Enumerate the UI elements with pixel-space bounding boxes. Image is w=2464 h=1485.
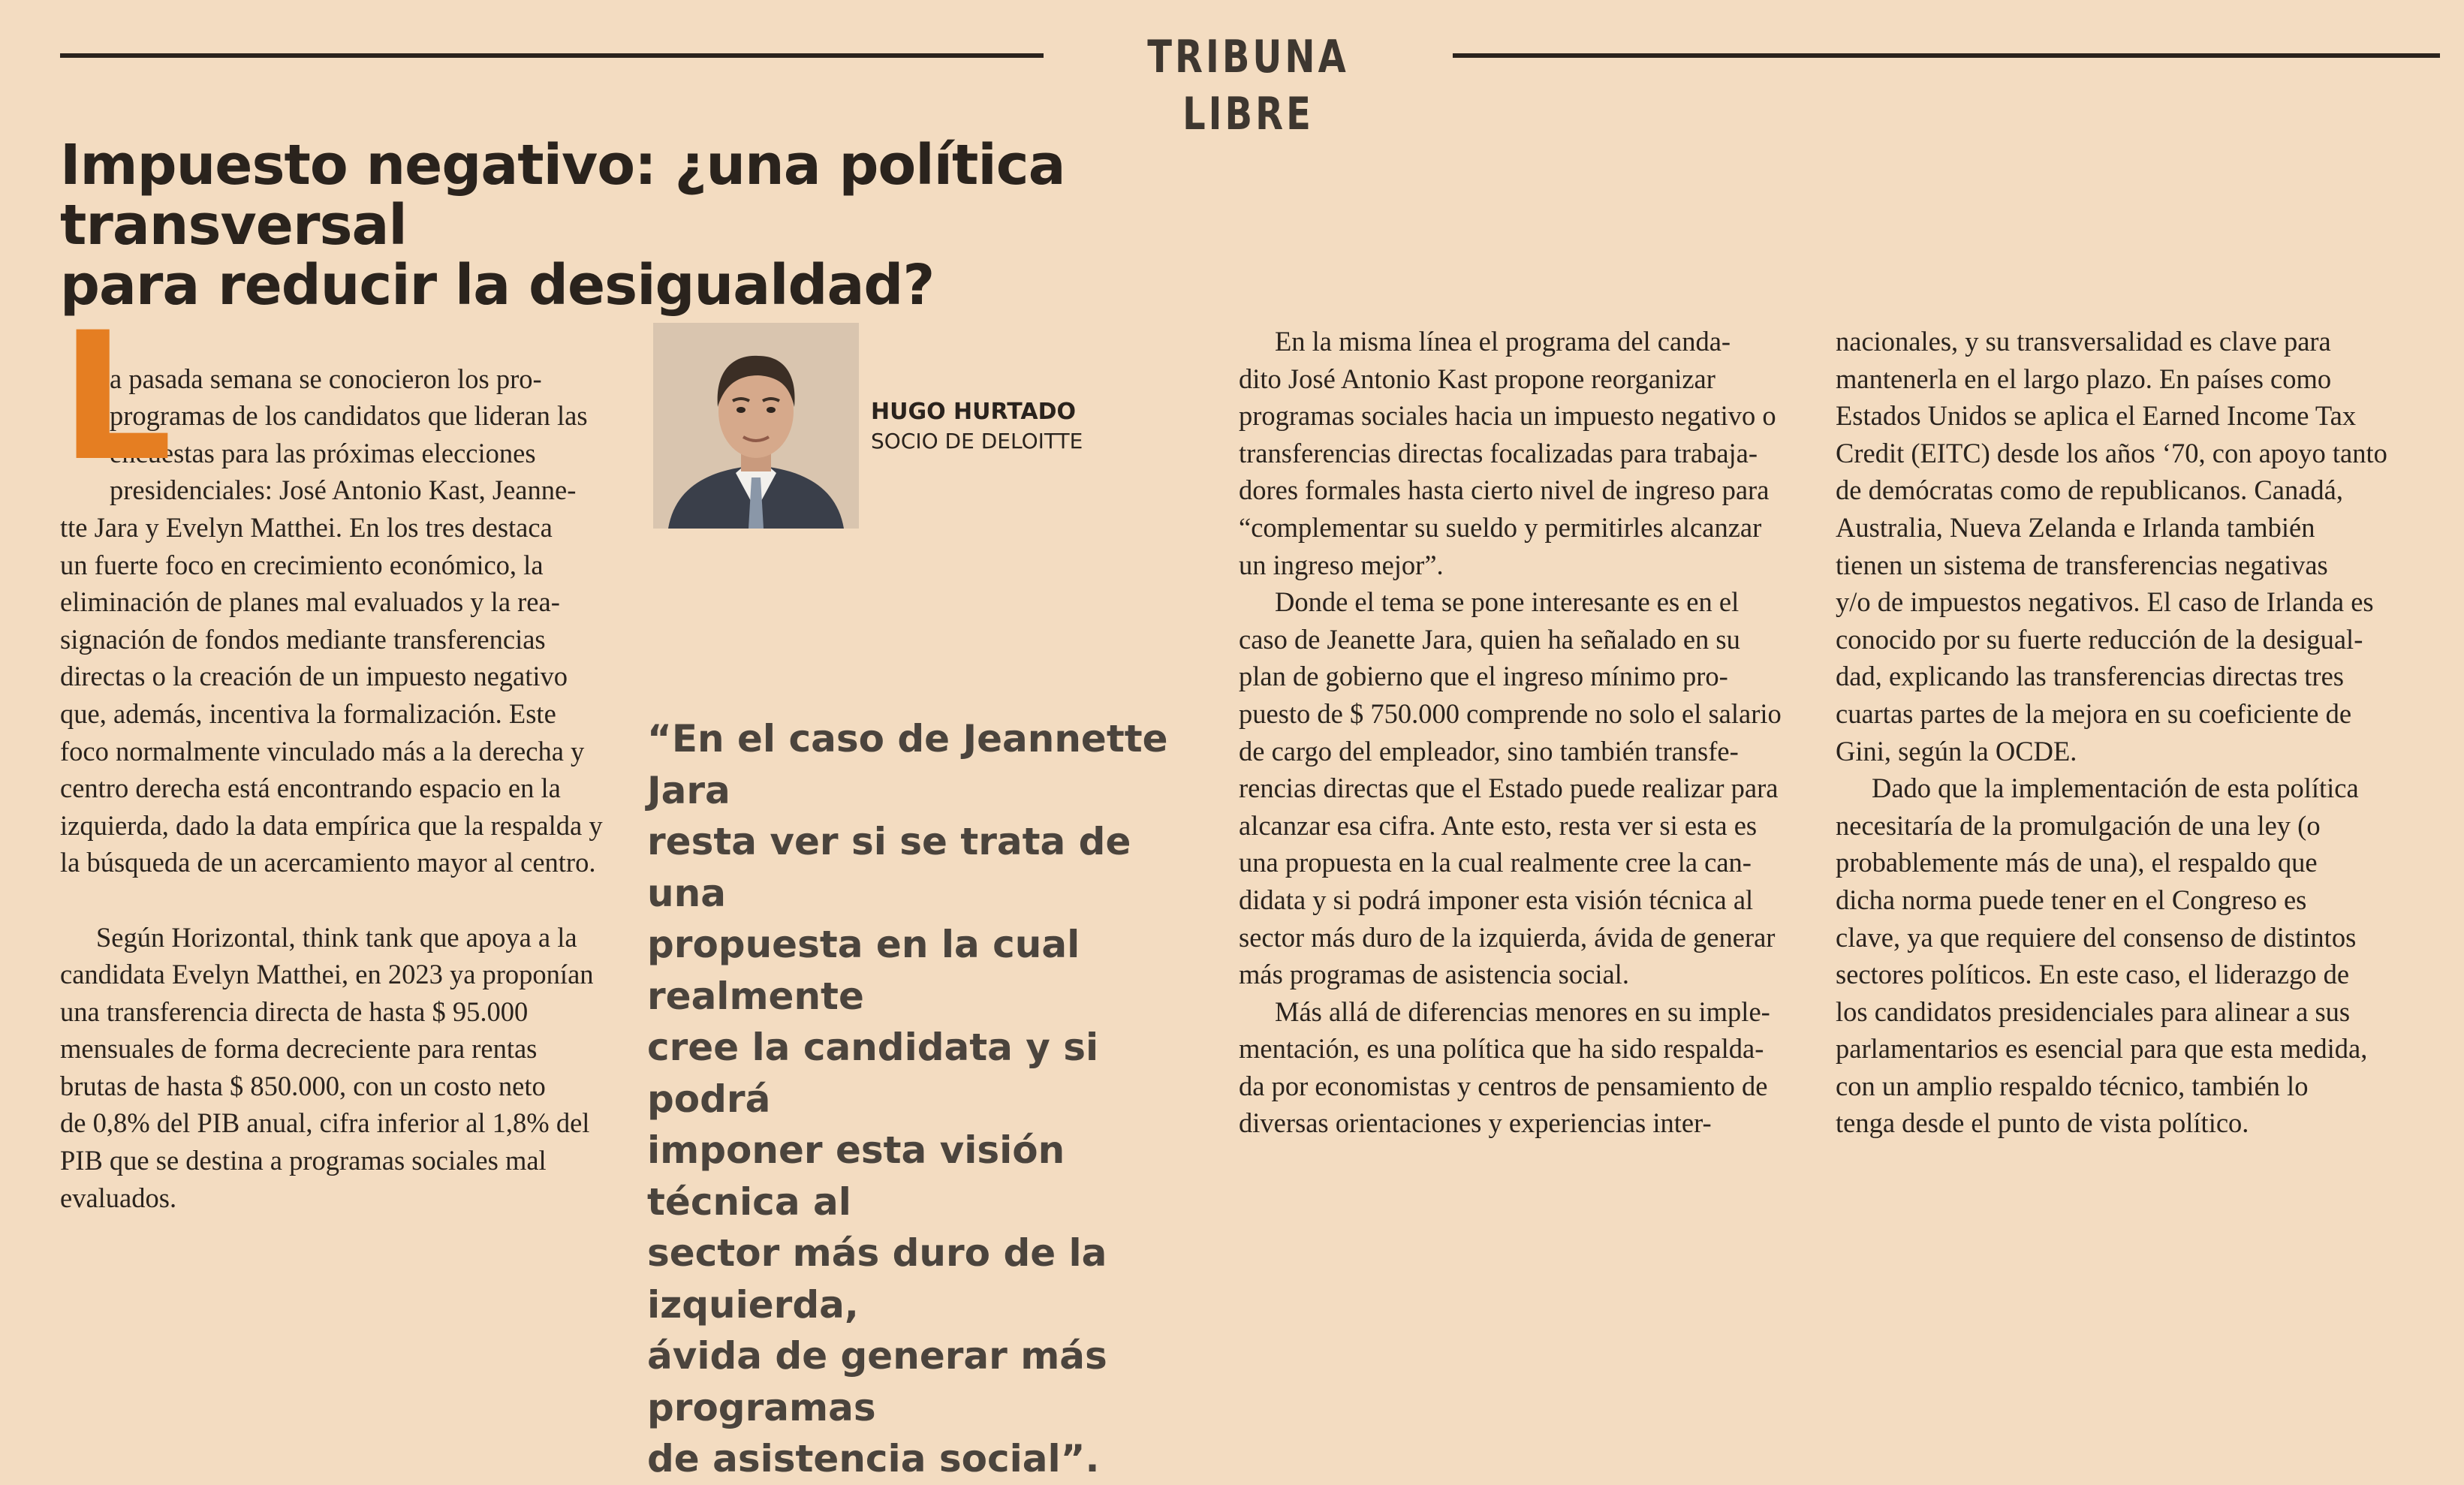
section-header: [60, 29, 2440, 140]
article-column-1: [60, 295, 616, 1216]
section-rule-left: [60, 53, 1044, 58]
author-role: SOCIO DE DELOITTE: [871, 429, 1083, 453]
lead-line: programas de los candidatos que lideran las: [110, 400, 588, 432]
pull-quote: “En el caso de Jeannette Jara resta ver si se trata de una propuesta en la cual realmente cree la candidata y si podrá imponer esta visión técnica al sector más duro de la izquierda, ávida de generar más programas de asistencia social”.: [647, 717, 1168, 1480]
section-rule-right: [1453, 53, 2440, 58]
lead-line: foco normalmente vinculado más a la derecha y: [60, 735, 585, 767]
lead-line: izquierda, dado la data empírica que la respalda y: [60, 809, 603, 841]
lead-line: presidenciales: José Antonio Kast, Jeanne-: [110, 474, 577, 506]
lead-line: a pasada semana se conocieron los pro-: [110, 363, 542, 394]
lead-line: la búsqueda de un acercamiento mayor al centro.: [60, 847, 596, 878]
section-title: TRIBUNA LIBRE: [1147, 31, 1349, 140]
body-paragraph: nacionales, y su transversalidad es clave para mantenerla en el largo plazo. En países como Estados Unidos se aplica el Earned Income Tax Credit (EITC) desde los años ‘70, con apoyo tanto de demócratas como de republicanos. Canadá, Australia, Nueva Zelanda e Irlanda también tienen un sistema de transferencias negativas y/o de impuestos negativos. El caso de Irlanda es conocido por su fuerte reducción de la desigual- dad, explicando las transferencias directas tres cuartas partes de la mejora en su coeficiente de Gini, según la OCDE.: [1836, 326, 2387, 767]
lead-line: eliminación de planes mal evaluados y la rea-: [60, 586, 560, 618]
body-paragraph: Donde el tema se pone interesante es en el caso de Jeanette Jara, quien ha señalado en su plan de gobierno que el ingreso mínimo pro- puesto de $ 750.000 comprende no solo el salario de cargo del empleador, sino también transfe- rencias directas que el Estado puede realizar para alcanzar esa cifra. Ante esto, resta ver si esta es una propuesta en la cual realmente cree la can- didata y si podrá imponer esta visión técnica al sector más duro de la izquierda, ávida de generar más programas de asistencia social.: [1239, 586, 1782, 990]
lead-line: un fuerte foco en crecimiento económico, la: [60, 549, 544, 580]
body-paragraph: Según Horizontal, think tank que apoya a la candidata Evelyn Matthei, en 2023 ya proponían una transferencia directa de hasta $ 95.000 mensuales de forma decreciente para rentas brutas de hasta $ 850.000, con un costo neto de 0,8% del PIB anual, cifra inferior al 1,8% del PIB que se destina a programas sociales mal evaluados.: [60, 921, 594, 1213]
author-photo: [653, 323, 859, 529]
article-column-4: [1836, 323, 2406, 1142]
lead-line: directas o la creación de un impuesto negativo: [60, 661, 568, 692]
lead-line: signación de fondos mediante transferencias: [60, 623, 546, 655]
body-paragraph: En la misma línea el programa del canda- dito José Antonio Kast propone reorganizar programas sociales hacia un impuesto negativo o transferencias directas focalizadas para trabaja- dores formales hasta cierto nivel de ingreso para “complementar su sueldo y permitirles alcanzar un ingreso mejor”.: [1239, 326, 1776, 580]
lead-line: que, además, incentiva la formalización. Este: [60, 697, 556, 729]
article-column-3: [1239, 323, 1794, 1142]
body-paragraph: Más allá de diferencias menores en su imple- mentación, es una política que ha sido respalda- da por economistas y centros de pensamiento de diversas orientaciones y experiencias inter-: [1239, 996, 1770, 1139]
article-headline: Impuesto negativo: ¿una política transversal para reducir la desigualdad?: [60, 133, 1065, 318]
author-byline: [653, 323, 1179, 533]
lead-line: tte Jara y Evelyn Matthei. En los tres destaca: [60, 511, 553, 543]
portrait-icon: [653, 323, 859, 529]
author-name: HUGO HURTADO: [871, 399, 1077, 425]
lead-line: centro derecha está encontrando espacio en la: [60, 773, 561, 804]
body-paragraph: Dado que la implementación de esta política necesitaría de la promulgación de una ley (o probablemente más de una), el respaldo que dicha norma puede tener en el Congreso es clave, ya que requiere del consenso de distintos sectores políticos. En este caso, el liderazgo de los candidatos presidenciales para alinear a sus parlamentarios es esencial para que esta medida, con un amplio respaldo técnico, también lo tenga desde el punto de vista político.: [1836, 773, 2368, 1139]
drop-cap: L: [60, 295, 173, 500]
lead-line: encuestas para las próximas elecciones: [110, 437, 536, 468]
lead-paragraph: [60, 295, 616, 919]
